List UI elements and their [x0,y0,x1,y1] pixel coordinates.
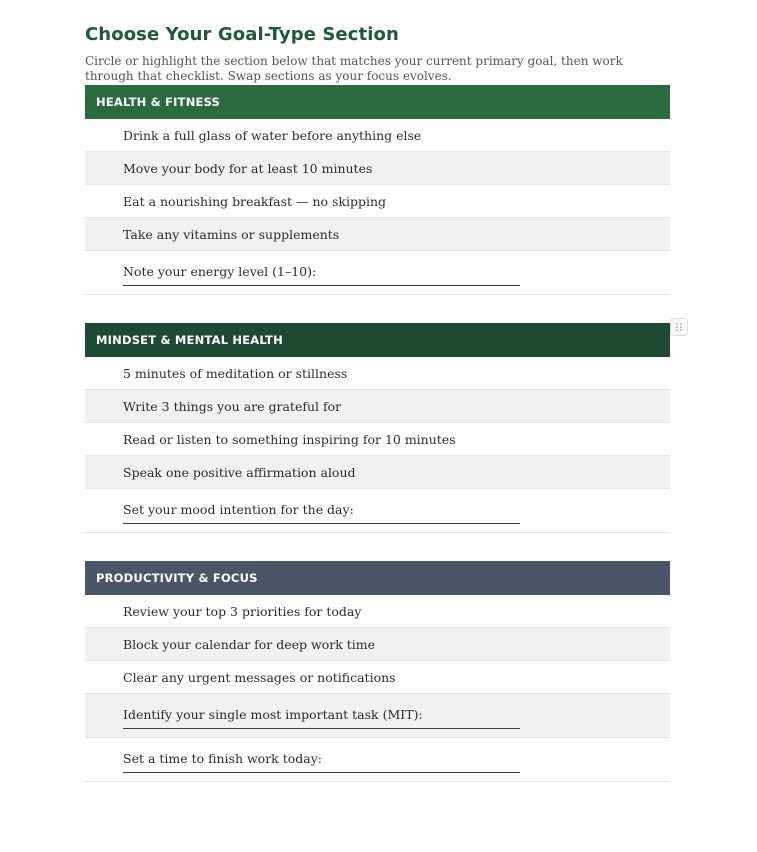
checklist-item [85,628,670,661]
intro-text: Circle or highlight the section below that matches your current primary goal, then work through that checklist. Swap sections as your focus evolves. [85,54,623,83]
item-label: Block your calendar for deep work time [123,636,376,652]
checklist-item [85,390,670,423]
fill-in-field [85,694,670,738]
checklist-item [85,218,670,251]
section-header: PRODUCTIVITY & FOCUS [85,561,670,595]
item-label: Write 3 things you are grateful for [123,398,342,414]
write-in-line[interactable] [123,280,520,286]
write-in-line[interactable] [123,723,520,729]
checklist-item [85,185,670,218]
fill-in-field [85,489,670,533]
section-header: MINDSET & MENTAL HEALTH [85,323,670,357]
checklist-item [85,423,670,456]
section-header: HEALTH & FITNESS [85,85,670,119]
item-label: Eat a nourishing breakfast — no skipping [123,193,387,209]
item-label: Review your top 3 priorities for today [123,603,362,619]
field-label: Set a time to finish work today: [123,750,322,766]
field-label: Note your energy level (1–10): [123,263,317,279]
checklist-item [85,456,670,489]
goal-type-page [85,18,670,782]
write-in-line[interactable] [123,767,520,773]
page-title: Choose Your Goal-Type Section [85,24,399,45]
item-label: 5 minutes of meditation or stillness [123,365,348,381]
section-health-fitness [85,85,670,295]
fill-in-field [85,251,670,295]
drag-dots-icon[interactable] [670,318,688,336]
item-label: Move your body for at least 10 minutes [123,160,373,176]
drag-dots-glyph [675,322,683,332]
section-productivity [85,561,670,782]
item-label: Read or listen to something inspiring for 10 minutes [123,431,456,447]
checklist-item [85,595,670,628]
field-label: Set your mood intention for the day: [123,501,354,517]
section-mindset [85,323,670,533]
item-label: Clear any urgent messages or notifications [123,669,396,685]
write-in-line[interactable] [123,518,520,524]
item-label: Drink a full glass of water before anything else [123,127,422,143]
fill-in-field [85,738,670,782]
field-label: Identify your single most important task (MIT): [123,706,423,722]
checklist-item [85,152,670,185]
item-label: Take any vitamins or supplements [123,226,340,242]
checklist-item [85,661,670,694]
checklist-item [85,119,670,152]
checklist-item [85,357,670,390]
item-label: Speak one positive affirmation aloud [123,464,356,480]
